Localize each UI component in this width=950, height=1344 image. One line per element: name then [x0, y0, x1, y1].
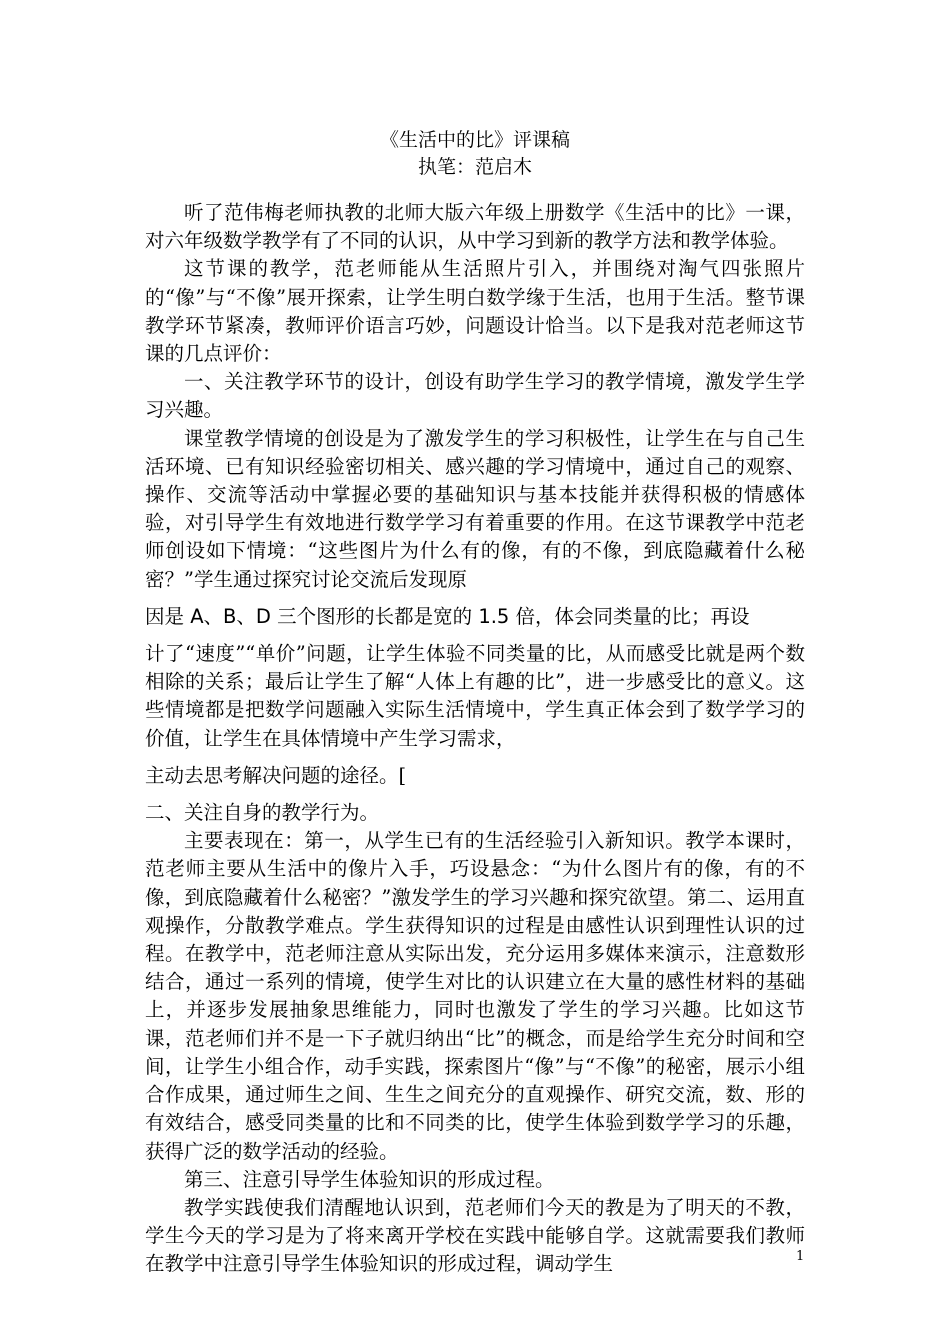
section-heading-2: 二、关注自身的教学行为。: [145, 801, 380, 825]
page-number: 1: [796, 1249, 805, 1264]
paragraph-ratio-example: 因是 A、B、D 三个图形的长都是宽的 1.5 倍，体会同类量的比；再设: [145, 604, 750, 628]
paragraph-teaching-behavior: 主要表现在：第一，从学生已有的生活经验引入新知识。教学本课时，范老师主要从生活中的像片入手，巧设悬念：“为什么图片有的像，有的不像，到底隐藏着什么秘密？”激发学生的学习兴趣和探究欲望。第二、运用直观操作，分散教学难点。学生获得知识的过程是由感性认识到理性认识的过程。在教学中，范老师注意从实际出发，充分运用多媒体来演示，注意数形结合，通过一系列的情境，使学生对比的认识建立在大量的感性材料的基础上，并逐步发展抽象思维能力，同时也激发了学生的学习兴趣。比如这节课，范老师们并不是一下子就归纳出“比”的概念，而是给学生充分时间和空间，让学生小组合作，动手实践，探索图片“像”与“不像”的秘密，展示小组合作成果，通过师生之间、生生之间充分的直观操作、研究交流，数、形的有效结合，感受同类量的比和不同类的比，使学生体验到数学学习的乐趣，获得广泛的数学活动的经验。: [145, 829, 805, 1163]
section-heading-3: 第三、注意引导学生体验知识的形成过程。: [184, 1167, 555, 1191]
document-title: 《生活中的比》评课稿: [379, 129, 570, 151]
paragraph-intro: 听了范伟梅老师执教的北师大版六年级上册数学《生活中的比》一课，对六年级数学教学有了不同的认识，从中学习到新的教学方法和教学体验。: [145, 201, 805, 253]
paragraph-situation: 课堂教学情境的创设是为了激发学生的学习积极性，让学生在与自己生活环境、已有知识经验密切相关、感兴趣的学习情境中，通过自己的观察、操作、交流等活动中掌握必要的基础知识与基本技能并获得积极的情感体验，对引导学生有效地进行数学学习有着重要的作用。在这节课教学中范老师创设如下情境：“这些图片为什么有的像，有的不像，到底隐藏着什么秘密？”学生通过探究讨论交流后发现原: [145, 426, 805, 591]
document-body: [145, 199, 805, 1279]
section-heading-1: 一、关注教学环节的设计，创设有助学生学习的教学情境，激发学生学习兴趣。: [145, 370, 805, 422]
document-author: 执笔：范启木: [417, 156, 532, 178]
paragraph-knowledge-formation: 教学实践使我们清醒地认识到，范老师们今天的教是为了明天的不教，学生今天的学习是为了将来离开学校在实践中能够自学。这就需要我们教师在教学中注意引导学生体验知识的形成过程，调动学生: [145, 1195, 805, 1276]
paragraph-speed-price: 计了“速度”“单价”问题，让学生体验不同类量的比，从而感受比就是两个数相除的关系；最后让学生了解“人体上有趣的比”，进一步感受比的意义。这些情境都是把数学问题融入实际生活情境中，学生真正体会到了数学学习的价值，让学生在具体情境中产生学习需求，: [145, 642, 805, 750]
paragraph-active-thinking: 主动去思考解决问题的途径。[: [145, 763, 407, 787]
paragraph-overview: 这节课的教学，范老师能从生活照片引入，并围绕对淘气四张照片的“像”与“不像”展开探索，让学生明白数学缘于生活，也用于生活。整节课教学环节紧凑，教师评价语言巧妙，问题设计恰当。以下是我对范老师这节课的几点评价：: [145, 257, 805, 366]
